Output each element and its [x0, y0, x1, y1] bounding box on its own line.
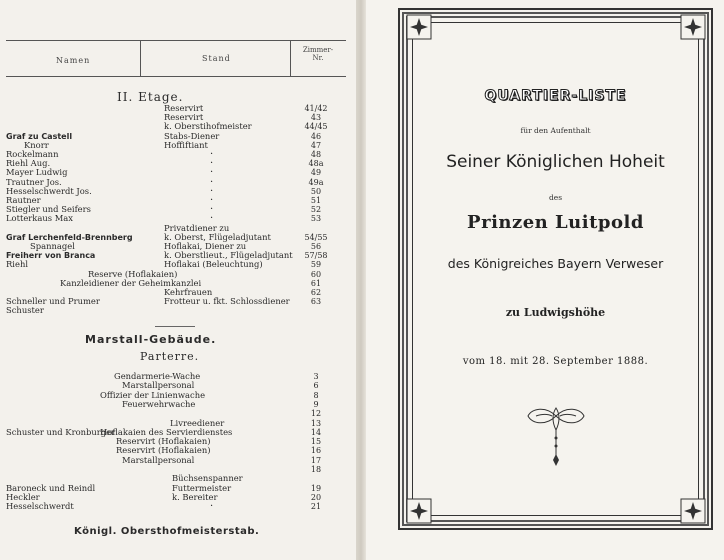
col-header-zimmer: Zimmer- Nr. — [302, 46, 334, 62]
corner-ornament-icon — [406, 498, 432, 524]
cover-regent: des Königreiches Bayern Verweser — [447, 256, 664, 271]
building-row-name: Heckler — [6, 491, 40, 502]
floor-row-room-number: 59 — [310, 260, 322, 270]
building-row-stand: Gendarmerie-Wache — [114, 371, 201, 381]
building-row-room-number: 21 — [310, 502, 322, 512]
floor-row-stand: Hoflakai (Beleuchtung) — [164, 259, 263, 270]
left-page — [0, 0, 360, 560]
floor-row-room-number: 48a — [308, 159, 324, 169]
building-row-name: Baroneck und Reindl — [6, 482, 96, 493]
header-rule-bottom — [6, 76, 346, 77]
building-row-room-number: 3 — [313, 372, 319, 381]
floor-row-room-number: 50 — [310, 186, 322, 196]
floor-row-room-number: 49a — [308, 177, 324, 187]
floor-row-stand: k. Oberstlieut., Flügeladjutant — [164, 250, 293, 261]
corner-ornament-icon — [406, 14, 432, 40]
building-row-stand: Feuerwehrwache — [122, 398, 196, 409]
floor-row-room-number: 54/55 — [304, 232, 328, 242]
corner-ornament-icon — [680, 14, 706, 40]
floor-row-stand: Stabs-Diener — [164, 130, 220, 141]
floor-row-stand: Reservirt — [164, 112, 204, 123]
cover-location: zu Ludwigshöhe — [505, 306, 606, 319]
ditto-mark: · — [210, 501, 214, 513]
floor-row-name: Mayer Ludwig — [6, 167, 68, 178]
floor-row-stand: Kanzleidiener der Geheimkanzlei — [60, 277, 202, 288]
floor-row-stand: Reserve (Hoflakaien) — [88, 268, 178, 279]
header-divider — [290, 40, 291, 76]
floor-row-name: Schuster — [6, 305, 44, 316]
ditto-mark: · — [210, 204, 214, 216]
building-row-name: Schuster und Kronburger — [6, 426, 116, 437]
ditto-mark: · — [210, 185, 214, 197]
floor-row-stand: Hoflakai, Diener zu — [164, 241, 247, 251]
floor-row-room-number: 56 — [310, 242, 322, 251]
ditto-mark: · — [210, 167, 214, 179]
floor-row-room-number: 62 — [310, 288, 322, 297]
floor-row-stand: k. Oberst, Flügeladjutant — [164, 231, 271, 242]
building-row-room-number: 6 — [313, 381, 319, 391]
col-header-names: Namen — [56, 56, 91, 65]
building-row-stand: Futtermeister — [172, 482, 232, 493]
floor-row-stand: Reservirt — [164, 103, 204, 113]
floor-row-name: Graf zu Castell — [6, 131, 73, 141]
floor-row-room-number: 52 — [310, 205, 322, 215]
ditto-mark: · — [210, 176, 214, 188]
floor-row-room-number: 60 — [310, 269, 322, 279]
cover-highness: Seiner Königlichen Hoheit — [446, 152, 665, 172]
floor-row-room-number: 46 — [310, 131, 322, 141]
cover-line-des: des — [548, 193, 563, 202]
floor-row-stand: Hoffiftiant — [164, 139, 208, 150]
building-row-room-number: 18 — [310, 465, 322, 474]
floor-row-stand: Privatdiener zu — [164, 222, 230, 233]
floor-row-room-number: 43 — [310, 113, 322, 123]
floor-row-name: Riehl Aug. — [6, 158, 51, 169]
floor-row-room-number: 51 — [310, 196, 322, 205]
floor-row-stand: k. Oberstihofmeister — [164, 121, 252, 132]
cover-dates: vom 18. mit 28. September 1888. — [462, 356, 649, 367]
building-row-room-number: 13 — [310, 418, 322, 428]
building-row-name: Hesselschwerdt — [6, 501, 74, 512]
floor-row-room-number: 57/58 — [304, 251, 328, 261]
ditto-mark: · — [210, 158, 214, 170]
floor-row-room-number: 49 — [310, 168, 322, 178]
corner-ornament-icon — [680, 498, 706, 524]
floor-row-name: Spannagel — [30, 241, 75, 251]
building-row-stand: Livreediener — [170, 417, 225, 428]
building-row-room-number: 8 — [313, 390, 319, 400]
section-title-building: Marstall-Gebäude. — [85, 333, 217, 346]
floor-row-name: Rautner — [6, 195, 41, 205]
building-row-room-number: 15 — [310, 437, 322, 447]
building-row-stand: Reservirt (Hoflakaien) — [116, 445, 211, 456]
floor-row-room-number: 48 — [310, 150, 322, 159]
section-title-floor: II. Etage. — [117, 90, 184, 104]
floor-row-name: Stiegler und Seifers — [6, 204, 91, 215]
cover-prince-name: Prinzen Luitpold — [467, 212, 644, 233]
floor-row-name: Trautner Jos. — [6, 176, 62, 187]
building-row-room-number: 9 — [313, 399, 319, 409]
header-divider — [140, 40, 141, 76]
floor-row-name: Schneller und Prumer — [6, 296, 100, 307]
ditto-mark: · — [210, 195, 214, 206]
section-subtitle-parterre: Parterre. — [140, 350, 200, 363]
ditto-mark: · — [210, 213, 214, 225]
building-row-stand: k. Bereiter — [172, 491, 218, 502]
col-header-stand: Stand — [202, 54, 231, 63]
floor-row-name: Lotterkaus Max — [6, 213, 74, 224]
floor-row-room-number: 47 — [310, 140, 322, 150]
floor-row-stand: Kehrfrauen — [164, 287, 213, 297]
building-row-room-number: 12 — [310, 409, 322, 419]
building-row-room-number: 20 — [310, 492, 322, 502]
floor-row-name: Rockelmann — [6, 149, 59, 159]
floor-row-room-number: 41/42 — [304, 104, 328, 113]
cover-page — [366, 0, 724, 560]
floor-row-name: Hesselschwerdt Jos. — [6, 185, 92, 196]
ditto-mark: · — [210, 149, 214, 160]
building-row-stand: Hoflakaien des Servierdienstes — [100, 426, 233, 437]
floor-row-name: Knorr — [24, 139, 49, 150]
floor-row-name: Freiherr von Branca — [6, 251, 96, 261]
building-row-stand: Marstallpersonal — [122, 380, 195, 391]
vignette-ornament-icon — [522, 402, 590, 472]
building-row-room-number: 17 — [310, 455, 322, 465]
page-gutter — [356, 0, 366, 560]
building-row-stand: Marstallpersonal — [122, 454, 195, 465]
floor-row-room-number: 44/45 — [304, 122, 328, 132]
building-row-stand: Reservirt (Hoflakaien) — [116, 436, 211, 447]
header-rule-top — [6, 40, 346, 41]
building-row-stand: Büchsenspanner — [172, 473, 243, 484]
building-row-room-number: 19 — [310, 483, 322, 493]
cover-title: QUARTIER-LISTE — [484, 88, 627, 104]
floor-row-room-number: 53 — [310, 214, 322, 224]
building-row-room-number: 16 — [310, 446, 322, 456]
floor-row-name: Graf Lerchenfeld-Brennberg — [6, 232, 133, 242]
building-row-stand: Offizier der Linienwache — [100, 389, 206, 400]
floor-row-stand: Frotteur u. fkt. Schlossdiener — [164, 296, 290, 307]
floor-row-name: Riehl — [6, 259, 29, 270]
floor-row-room-number: 61 — [310, 278, 322, 288]
cover-line-for: für den Aufenthalt — [520, 126, 591, 135]
floor-row-room-number: 63 — [310, 297, 322, 307]
building-row-room-number: 14 — [310, 427, 322, 437]
section-separator — [155, 326, 195, 327]
footer-signature: Königl. Obersthofmeisterstab. — [74, 526, 260, 537]
